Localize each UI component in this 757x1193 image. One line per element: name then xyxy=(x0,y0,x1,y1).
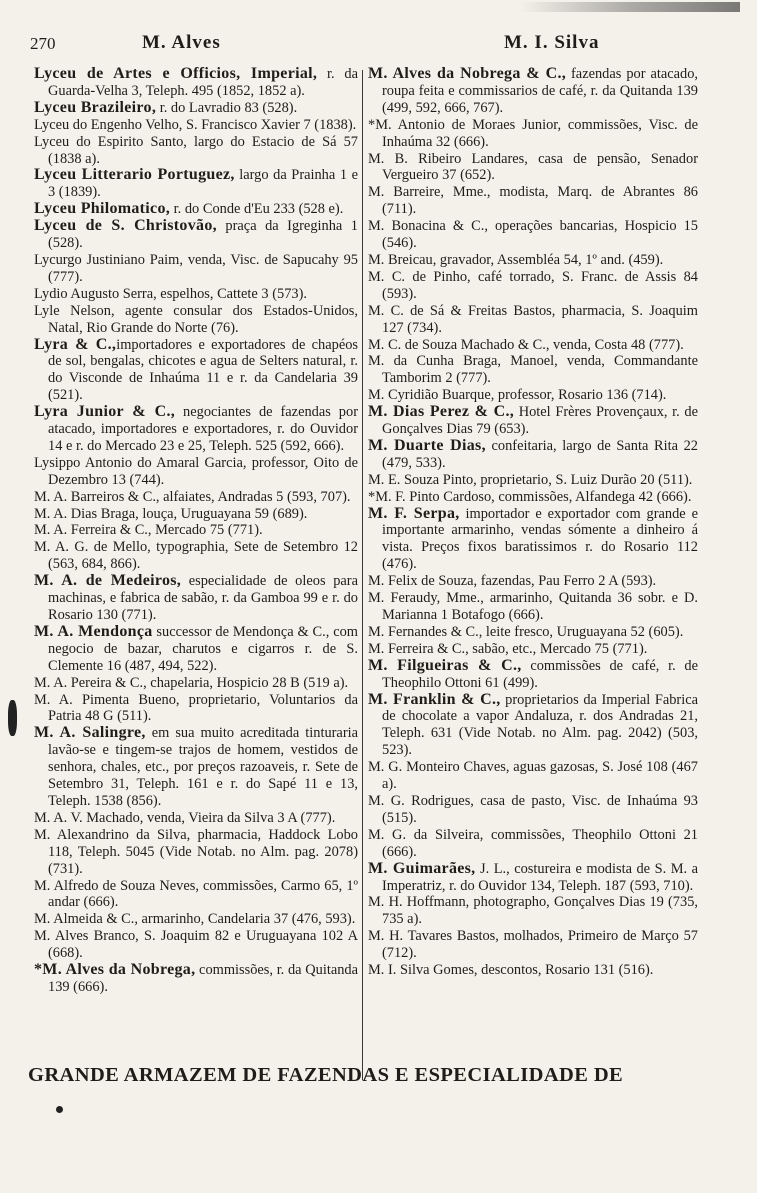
directory-entry xyxy=(34,303,358,337)
entry-text: importador e exportador com grande e importante armarinho, vendas sómente a dinheiro á vista. Preços fixos baratissimos r. do Rosario 112 (476). xyxy=(382,505,698,573)
directory-entry xyxy=(34,134,358,168)
entry-name: M. A. de Medeiros, xyxy=(34,572,182,590)
footer-banner: GRANDE ARMAZEM DE FAZENDAS E ESPECIALIDADE DE xyxy=(28,1064,624,1086)
directory-entry xyxy=(34,201,358,218)
entry-name: M. Filgueiras & C., xyxy=(368,656,522,674)
entry-text: M. A. Dias Braga, louça, Uruguayana 59 (689). xyxy=(34,505,308,522)
directory-entry xyxy=(368,759,698,793)
directory-entry xyxy=(368,151,698,185)
entry-text: M. A. Pimenta Bueno, proprietario, Voluntarios da Patria 48 G (511). xyxy=(34,691,358,725)
entry-text: r. do Conde d'Eu 233 (528 e). xyxy=(170,201,344,218)
entry-text: M. H. Tavares Bastos, molhados, Primeiro de Março 57 (712). xyxy=(368,928,698,962)
directory-entry xyxy=(34,337,358,405)
entry-name: Lyceu de S. Christovão, xyxy=(34,217,217,235)
entry-text: M. A. Ferreira & C., Mercado 75 (771). xyxy=(34,522,263,539)
right-running-head: M. I. Silva xyxy=(504,32,600,53)
entry-text: M. Alfredo de Souza Neves, commissões, Carmo 65, 1º andar (666). xyxy=(34,877,358,911)
entry-text: M. A. V. Machado, venda, Vieira da Silva 3 A (777). xyxy=(34,809,336,826)
directory-entry xyxy=(34,725,358,810)
directory-entry xyxy=(34,928,358,962)
entry-text: *M. Antonio de Moraes Junior, commissões, Visc. de Inhaúma 32 (666). xyxy=(368,116,698,150)
directory-entry xyxy=(34,66,358,100)
entry-text: Hotel Frères Provençaux, r. de Gonçalves Dias 79 (653). xyxy=(382,404,698,438)
entry-text: M. Bonacina & C., operações bancarias, Hospicio 15 (546). xyxy=(368,218,698,252)
ink-blot xyxy=(56,1106,63,1113)
entry-text: Lyle Nelson, agente consular dos Estados-Unidos, Natal, Rio Grande do Norte (76). xyxy=(34,302,358,336)
entry-text: praça da Igreginha 1 (528). xyxy=(48,218,358,252)
entry-name: M. Alves da Nobrega & C., xyxy=(368,65,567,82)
directory-entry xyxy=(34,252,358,286)
directory-entry xyxy=(368,438,698,472)
entry-text: M. G. Rodrigues, casa de pasto, Visc. de Inhaúma 93 (515). xyxy=(368,792,698,826)
entry-name: Lyceu de Artes e Officios, Imperial, xyxy=(34,65,318,82)
page-number: 270 xyxy=(30,34,56,53)
directory-entry xyxy=(368,894,698,928)
directory-entry xyxy=(368,353,698,387)
entry-text: M. C. de Souza Machado & C., venda, Costa 48 (777). xyxy=(368,336,684,353)
directory-entry xyxy=(34,539,358,573)
entry-text: M. Felix de Souza, fazendas, Pau Ferro 2 A (593). xyxy=(368,573,657,590)
entry-name: Lyra & C., xyxy=(34,335,117,353)
directory-entry xyxy=(368,793,698,827)
entry-text: M. A. G. de Mello, typographia, Sete de Setembro 12 (563, 684, 866). xyxy=(34,539,358,573)
directory-entry xyxy=(368,252,698,269)
entry-text: M. Alexandrino da Silva, pharmacia, Haddock Lobo 118, Teleph. 5045 (Vide Notab. no Alm. pag. 2078) (731). xyxy=(34,826,358,877)
directory-entry xyxy=(34,810,358,827)
entry-text: M. Feraudy, Mme., armarinho, Quitanda 36 sobr. e D. Marianna 1 Botafogo (666). xyxy=(368,590,698,623)
directory-entry xyxy=(368,641,698,658)
entry-name: M. A. Mendonça xyxy=(34,622,153,640)
directory-entry xyxy=(34,911,358,928)
directory-entry xyxy=(34,100,358,117)
left-column xyxy=(34,66,358,996)
directory-entry xyxy=(368,218,698,252)
entry-text: successor de Mendonça & C., com negocio de bazar, charutos e cigarros r. de S. Clemente 16 (487, 494, 522). xyxy=(48,623,358,674)
entry-name: Lyceu Brazileiro, xyxy=(34,98,157,116)
entry-text: M. H. Hoffmann, photographo, Gonçalves Dias 19 (735, 735 a). xyxy=(368,894,698,928)
entry-text: M. I. Silva Gomes, descontos, Rosario 131 (516). xyxy=(368,962,654,979)
entry-text: M. B. Ribeiro Landares, casa de pensão, Senador Vergueiro 37 (652). xyxy=(368,150,698,184)
print-smudge xyxy=(520,2,740,12)
entry-text: M. A. Barreiros & C., alfaiates, Andradas 5 (593, 707). xyxy=(34,488,351,505)
right-column xyxy=(368,66,698,979)
directory-entry xyxy=(368,573,698,590)
entry-name: M. F. Serpa, xyxy=(368,504,460,522)
entry-name: M. Duarte Dias, xyxy=(368,436,486,454)
directory-entry xyxy=(34,506,358,523)
entry-name: M. A. Salingre, xyxy=(34,724,146,742)
directory-entry xyxy=(34,286,358,303)
entry-text: M. C. de Sá & Freitas Bastos, pharmacia, S. Joaquim 127 (734). xyxy=(368,302,698,336)
entry-text: confeitaria, largo de Santa Rita 22 (479, 533). xyxy=(382,437,698,471)
entry-name: Lyceu Philomatico, xyxy=(34,200,171,218)
directory-entry xyxy=(368,692,698,760)
column-divider xyxy=(362,70,363,1080)
entry-text: M. G. Monteiro Chaves, aguas gazosas, S. José 108 (467 a). xyxy=(368,759,698,793)
directory-entry xyxy=(368,184,698,218)
entry-text: M. Cyridião Buarque, professor, Rosario 136 (714). xyxy=(368,387,667,404)
page-header xyxy=(30,30,730,64)
ink-blot xyxy=(8,700,17,736)
directory-entry xyxy=(368,658,698,692)
directory-entry xyxy=(368,489,698,506)
entry-text: M. C. de Pinho, café torrado, S. Franc. de Assis 84 (593). xyxy=(368,268,698,302)
entry-text: M. Ferreira & C., sabão, etc., Mercado 75 (771). xyxy=(368,640,648,657)
entry-text: *M. F. Pinto Cardoso, commissões, Alfandega 42 (666). xyxy=(368,488,692,505)
directory-entry xyxy=(34,624,358,675)
entry-text: Lyceu do Engenho Velho, S. Francisco Xavier 7 (1838). xyxy=(34,116,357,133)
entry-text: importadores e exportadores de chapéos de sol, bengalas, chicotes e agua de Selters natural, r. do Visconde de Inhaúma 11 e r. da Candelaria 39 (521). xyxy=(48,336,358,404)
directory-entry xyxy=(34,878,358,912)
directory-entry xyxy=(34,522,358,539)
entry-name: M. Guimarães, xyxy=(368,859,476,877)
entry-text: M. E. Souza Pinto, proprietario, S. Luiz Durão 20 (511). xyxy=(368,471,693,488)
entry-text: Lysippo Antonio do Amaral Garcia, professor, Oito de Dezembro 13 (744). xyxy=(34,454,358,488)
directory-entry xyxy=(368,387,698,404)
directory-entry xyxy=(368,472,698,489)
directory-entry xyxy=(368,337,698,354)
entry-text: M. Barreire, Mme., modista, Marq. de Abrantes 86 (711). xyxy=(368,184,698,218)
directory-entry xyxy=(34,573,358,624)
directory-entry xyxy=(34,675,358,692)
directory-entry xyxy=(34,692,358,726)
entry-text: M. Alves Branco, S. Joaquim 82 e Uruguayana 102 A (668). xyxy=(34,928,358,962)
directory-entry xyxy=(368,66,698,117)
entry-text: negociantes de fazendas por atacado, importadores e exportadores, r. do Ouvidor 14 e r. do Mercado 23 e 25, Teleph. 525 (592, 666). xyxy=(48,404,358,454)
directory-entry xyxy=(368,590,698,624)
directory-entry xyxy=(368,404,698,438)
entry-text: M. Breicau, gravador, Assembléa 54, 1º and. (459). xyxy=(368,251,664,268)
directory-entry xyxy=(368,303,698,337)
directory-entry xyxy=(368,269,698,303)
entry-name: Lyceu Litterario Portuguez, xyxy=(34,166,235,184)
entry-text: J. L., costureira e modista de S. M. a Imperatriz, r. do Ouvidor 134, Teleph. 187 (593, 710). xyxy=(382,860,698,894)
directory-entry xyxy=(368,117,698,151)
entry-text: commissões, r. da Quitanda 139 (666). xyxy=(48,962,358,995)
directory-entry xyxy=(368,624,698,641)
directory-entry xyxy=(34,962,358,996)
directory-entry xyxy=(34,117,358,134)
entry-name: M. Dias Perez & C., xyxy=(368,403,515,421)
directory-entry xyxy=(34,827,358,878)
entry-text: M. da Cunha Braga, Manoel, venda, Commandante Tamborim 2 (777). xyxy=(368,353,698,387)
entry-text: largo da Prainha 1 e 3 (1839). xyxy=(48,167,359,201)
entry-text: M. G. da Silveira, commissões, Theophilo Ottoni 21 (666). xyxy=(368,826,698,860)
directory-entry xyxy=(368,506,698,574)
directory-entry xyxy=(34,167,358,201)
entry-text: r. da Guarda-Velha 3, Teleph. 495 (1852, 1852 a). xyxy=(48,66,358,99)
entry-text: Lyceu do Espirito Santo, largo do Estacio de Sá 57 (1838 a). xyxy=(34,133,358,167)
entry-name: Lyra Junior & C., xyxy=(34,403,176,421)
entry-text: r. do Lavradio 83 (528). xyxy=(156,99,298,116)
directory-entry xyxy=(368,962,698,979)
entry-text: fazendas por atacado, roupa feita e commissarios de café, r. da Quitanda 139 (499, 592, 666, 767). xyxy=(382,66,698,116)
entry-text: M. Fernandes & C., leite fresco, Uruguayana 52 (605). xyxy=(368,623,684,640)
entry-text: em sua muito acreditada tinturaria lavão-se e tingem-se trajos de homem, vestidos de senhora, chales, etc., por preços razoaveis, r. Sete de Setembro 31, Teleph. 161 e r. do Sapé 11 e 13, Teleph. 1538 (856). xyxy=(48,725,358,809)
directory-entry xyxy=(368,827,698,861)
entry-name: M. Franklin & C., xyxy=(368,690,501,708)
directory-entry xyxy=(34,404,358,455)
entry-text: M. Almeida & C., armarinho, Candelaria 37 (476, 593). xyxy=(34,911,356,928)
entry-text: commissões de café, r. de Theophilo Ottoni 61 (499). xyxy=(382,657,699,691)
directory-entry xyxy=(34,455,358,489)
directory-entry xyxy=(34,489,358,506)
entry-text: Lycurgo Justiniano Paim, venda, Visc. de Sapucahy 95 (777). xyxy=(34,251,358,285)
entry-text: proprietarios da Imperial Fabrica de chocolate a vapor Andaluza, r. dos Andradas 21, Teleph. 631 (Vide Notab. no Alm. pag. 2042) (503, 523). xyxy=(382,691,699,759)
directory-entry xyxy=(368,861,698,895)
entry-text: Lydio Augusto Serra, espelhos, Cattete 3 (573). xyxy=(34,285,307,302)
entry-text: especialidade de oleos para machinas, e fabrica de sabão, r. da Gamboa 99 e r. do Rosario 130 (771). xyxy=(48,573,358,623)
entry-text: M. A. Pereira & C., chapelaria, Hospicio 28 B (519 a). xyxy=(34,674,349,691)
entry-name: *M. Alves da Nobrega, xyxy=(34,961,196,979)
directory-entry xyxy=(368,928,698,962)
left-running-head: M. Alves xyxy=(142,32,221,53)
directory-entry xyxy=(34,218,358,252)
